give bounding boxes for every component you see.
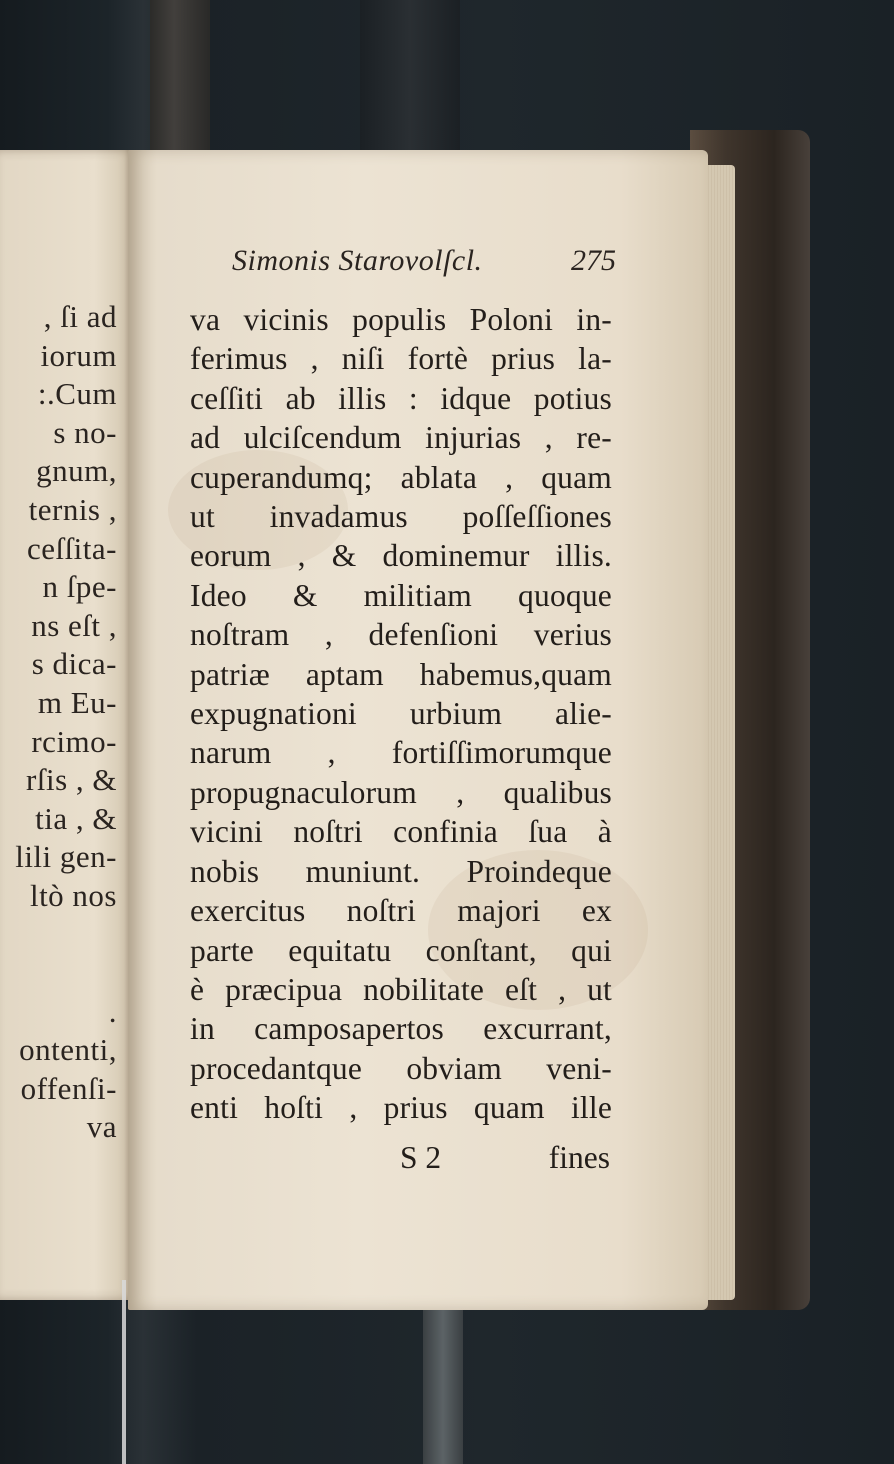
text-line: patriæ aptam habemus,quam — [190, 656, 612, 692]
signature-mark: S 2 — [400, 1140, 442, 1175]
left-line: . — [108, 993, 117, 1029]
text-line: cuperandumq; ablata , quam — [190, 459, 612, 495]
left-line: iorum — [40, 337, 117, 373]
left-line: n ſpe- — [42, 569, 117, 605]
left-line: s dica- — [31, 646, 117, 682]
left-line: va — [86, 1109, 117, 1145]
left-line: ontenti, — [19, 1032, 117, 1068]
background-shadow — [360, 0, 460, 150]
left-line: offenſi- — [20, 1070, 117, 1106]
text-line: ut invadamus poſſeſſiones — [190, 499, 612, 535]
left-line: m Eu- — [37, 684, 117, 720]
text-line: ferimus , niſi fortè prius la- — [190, 341, 612, 377]
text-line: vicini noſtri confinia ſua à — [190, 814, 612, 850]
text-line: ad ulciſcendum injurias , re- — [190, 420, 612, 456]
left-line: rcimo- — [31, 723, 117, 759]
left-line: ceſſita- — [26, 530, 117, 566]
text-line: narum , fortiſſimorumque — [190, 735, 612, 771]
text-line: nobis muniunt. Proindeque — [190, 853, 612, 889]
text-line: procedantque obviam veni- — [190, 1050, 612, 1086]
left-line: ltò nos — [29, 877, 117, 913]
catchword: fines — [548, 1140, 610, 1175]
left-line: , ſi ad — [43, 299, 117, 334]
left-page — [0, 150, 135, 1300]
page-number: 275 — [571, 244, 616, 277]
text-line: eorum , & dominemur illis. — [190, 538, 612, 574]
left-line: lili gen- — [15, 839, 117, 875]
text-line: Ideo & militiam quoque — [190, 577, 612, 613]
left-line — [0, 916, 117, 955]
ribbon-marker — [423, 1300, 463, 1464]
body-text — [190, 300, 612, 1128]
text-line: exercitus noſtri majori ex — [190, 893, 612, 929]
running-head-title: Simonis Starovolſcl. — [232, 244, 483, 277]
left-page-text — [0, 298, 117, 1147]
book-spine-top — [150, 0, 210, 160]
left-line: rſis , & — [26, 762, 117, 798]
left-line: ternis , — [28, 491, 117, 527]
text-line: noſtram , defenſioni verius — [190, 617, 612, 653]
text-line: parte equitatu conſtant, qui — [190, 932, 612, 968]
text-line: è præcipua nobilitate eſt , ut — [190, 971, 612, 1007]
running-header — [232, 244, 616, 284]
text-line: propugnaculorum , qualibus — [190, 774, 612, 810]
left-line: s no- — [53, 414, 117, 450]
text-line: in camposapertos excurrant, — [190, 1011, 612, 1047]
text-line: expugnationi urbium alie- — [190, 696, 612, 732]
left-line — [0, 954, 117, 993]
left-line: :.Cum — [37, 376, 117, 412]
left-line: gnum, — [36, 453, 117, 489]
binding-thread — [122, 1280, 126, 1464]
text-line: va vicinis populis Poloni in- — [190, 302, 612, 337]
text-line: ceſſiti ab illis : idque potius — [190, 380, 612, 416]
text-line: enti hoſti , prius quam ille — [190, 1090, 612, 1126]
left-line: ns eſt , — [31, 607, 117, 643]
left-line: tia , & — [35, 800, 117, 836]
page-footer — [190, 1140, 610, 1180]
